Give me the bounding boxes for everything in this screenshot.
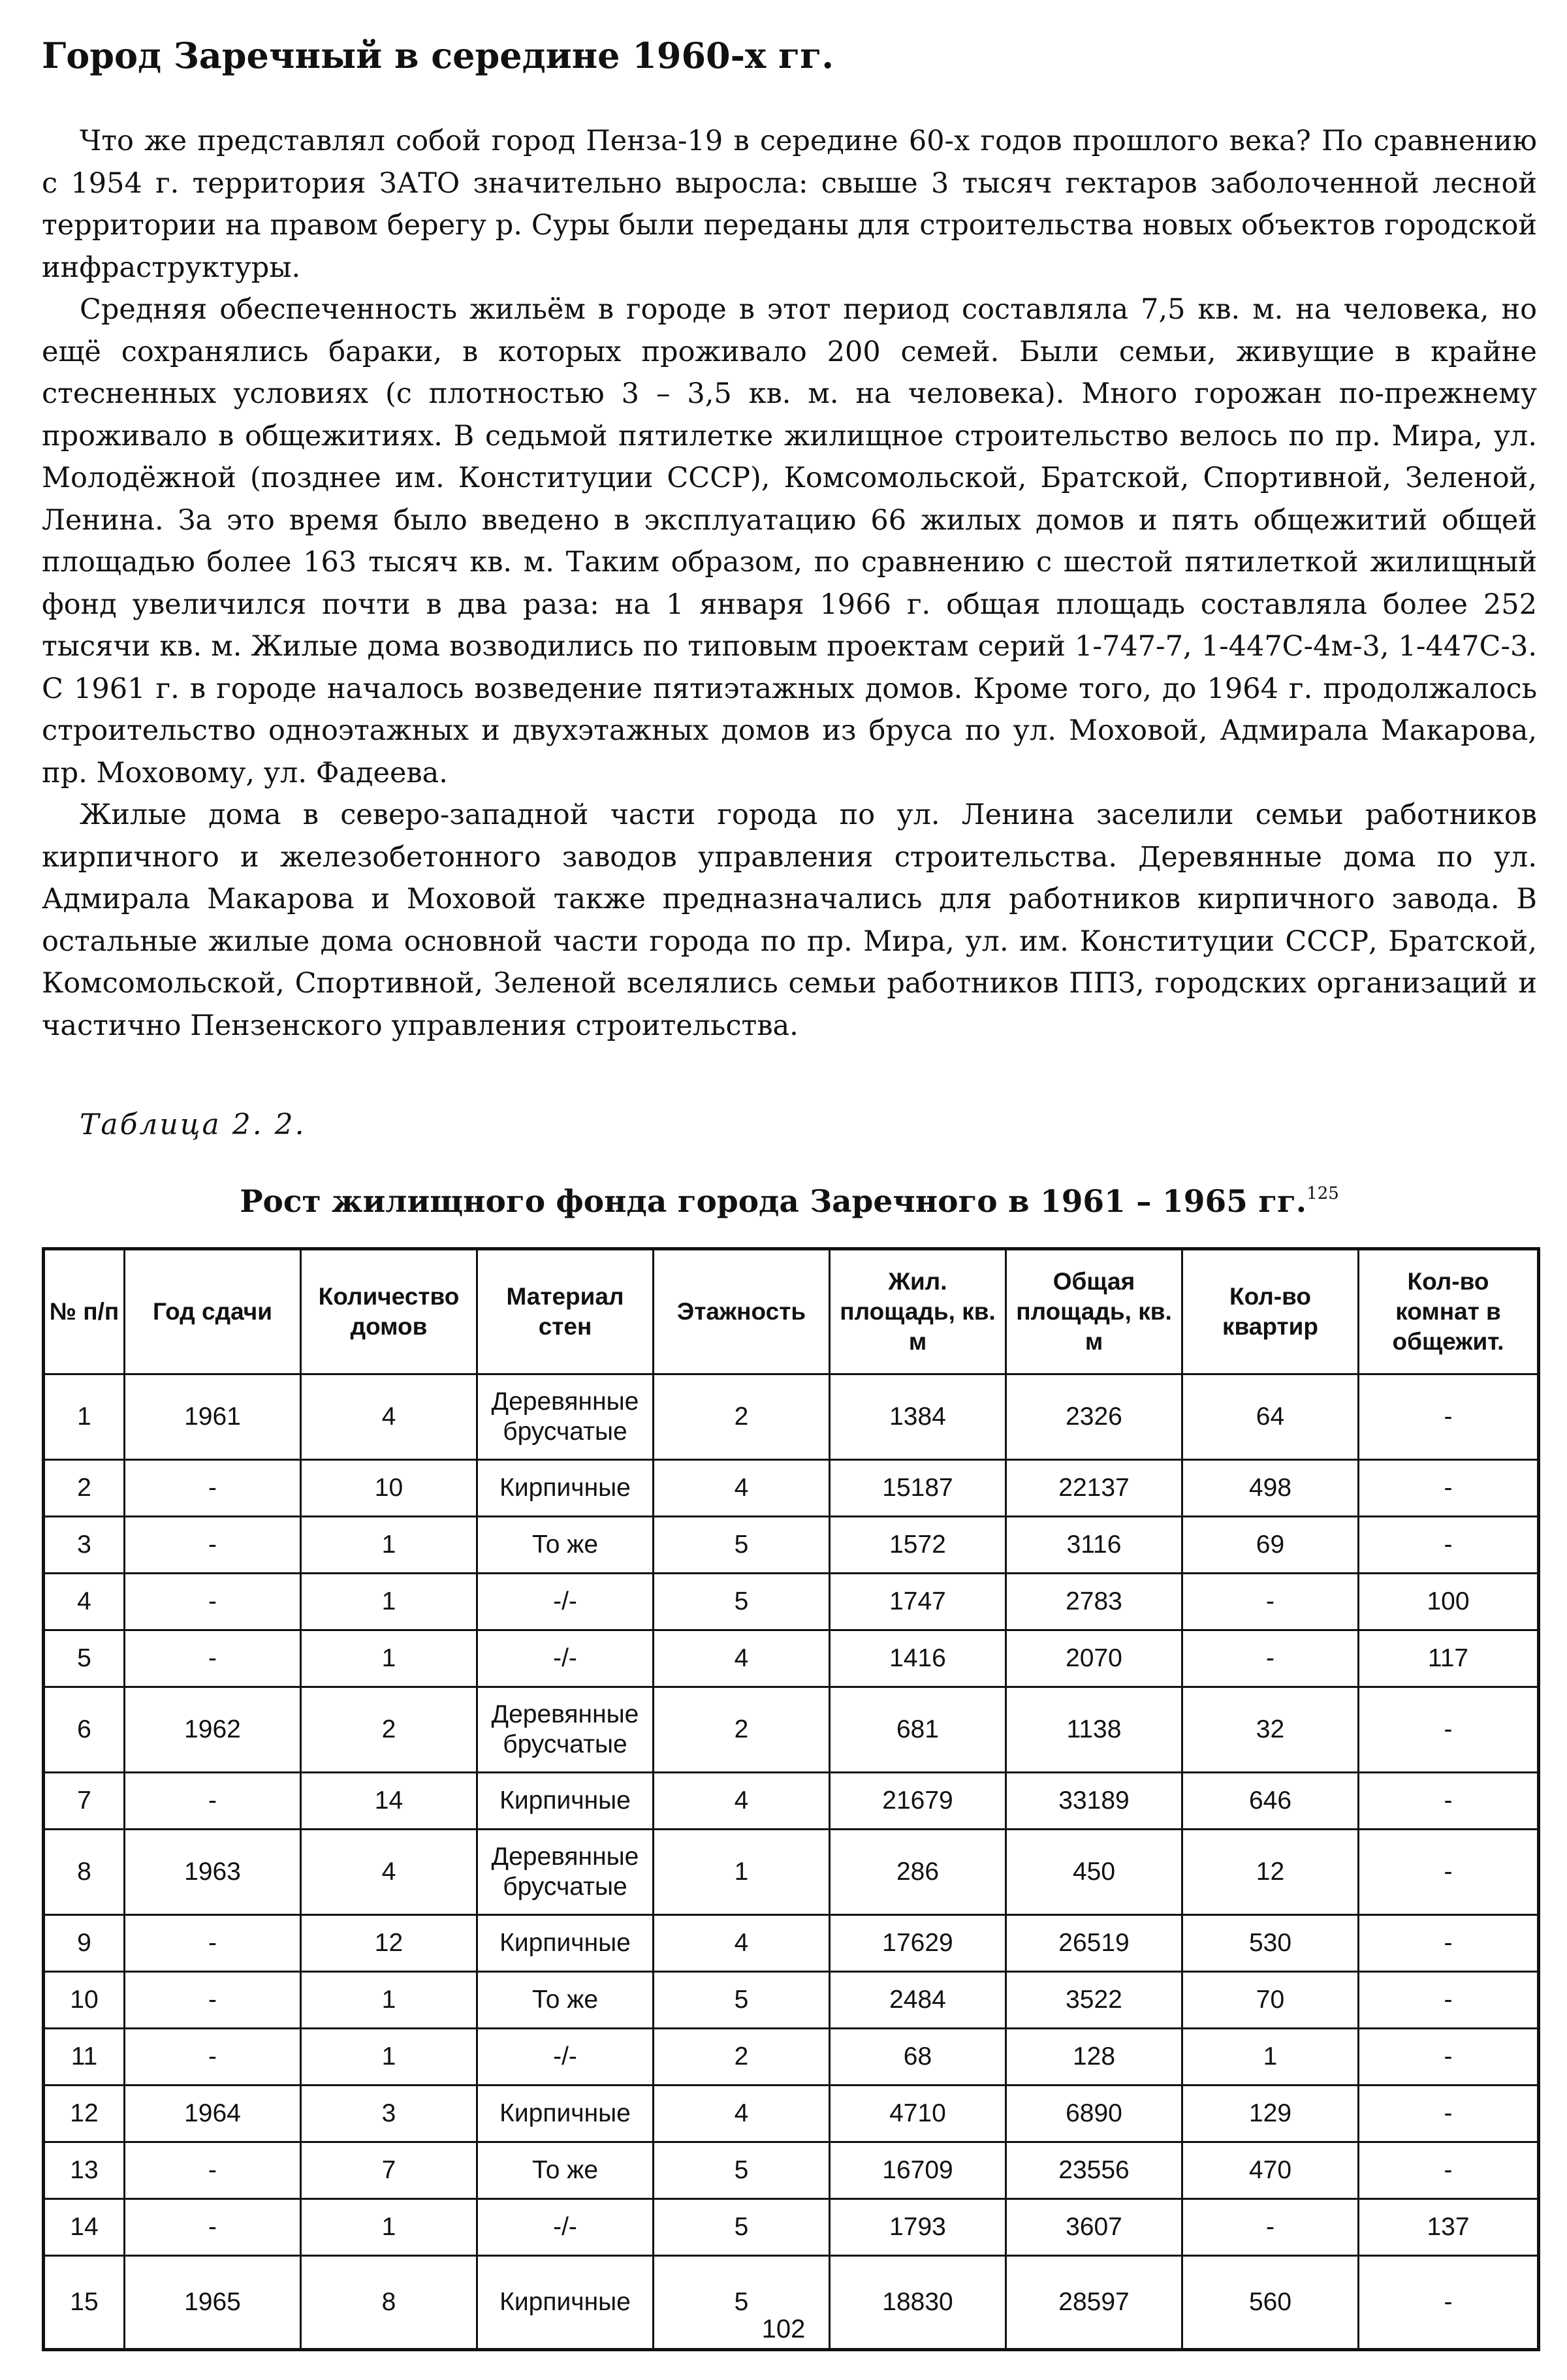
table-title — [42, 1173, 1537, 1222]
table-cell: 1 — [301, 2029, 477, 2086]
table-cell: 1963 — [125, 1830, 301, 1915]
table-cell: 33189 — [1006, 1773, 1182, 1830]
column-header: Этажность — [654, 1249, 830, 1374]
table-cell: То же — [477, 2142, 654, 2199]
table-cell: 117 — [1359, 1630, 1539, 1687]
table-header-row — [44, 1249, 1539, 1374]
table-cell: -/- — [477, 1574, 654, 1630]
table-cell: 560 — [1182, 2256, 1359, 2350]
table-cell: - — [1359, 1374, 1539, 1460]
table-row — [44, 2029, 1539, 2086]
footnote-marker: 125 — [1306, 1184, 1339, 1203]
paragraph: Средняя обеспеченность жильём в городе в этот период составляла 7,5 кв. м. на человека, но ещё сохранялись бараки, в которых проживало 200 семей. Были семьи, живущие в крайне стесненных условиях (с плотностью 3 – 3,5 кв. м. на человека). Много горожан по-прежнему проживало в общежитиях. В седьмой пятилетке жилищное строительство велось по пр. Мира, ул. Молодёжной (позднее им. Конституции СССР), Комсомольской, Братской, Спортивной, Зеленой, Ленина. За это время было введено в эксплуатацию 66 жилых домов и пять общежитий общей площадью более 163 тысяч кв. м. Таким образом, по сравнению с шестой пятилеткой жилищный фонд увеличился почти в два раза: на 1 января 1966 г. общая площадь составляла более 252 тысячи кв. м. Жилые дома возводились по типовым проектам серий 1-747-7, 1-447С-4м-3, 1-447С-3. С 1961 г. в городе началось возведение пятиэтажных домов. Кроме того, до 1964 г. продолжалось строительство одноэтажных и двухэтажных домов из бруса по ул. Моховой, Адмирала Макарова, пр. Моховому, ул. Фадеева. — [42, 293, 1537, 789]
table-cell: 5 — [654, 2199, 830, 2256]
table-cell: 68 — [830, 2029, 1006, 2086]
table-cell: - — [1359, 1972, 1539, 2029]
table-cell: 498 — [1182, 1460, 1359, 1517]
column-header: Общая площадь, кв. м — [1006, 1249, 1182, 1374]
table-cell: 4 — [654, 1915, 830, 1972]
table-cell: 1416 — [830, 1630, 1006, 1687]
table-cell: - — [1182, 1574, 1359, 1630]
table-cell: Кирпичные — [477, 1773, 654, 1830]
table-cell: - — [125, 1972, 301, 2029]
table-cell: 26519 — [1006, 1915, 1182, 1972]
table-cell: - — [1359, 1687, 1539, 1773]
table-cell: - — [1182, 1630, 1359, 1687]
table-cell: Кирпичные — [477, 2086, 654, 2142]
table-title-text: Рост жилищного фонда города Заречного в 1961 – 1965 гг. — [240, 1184, 1307, 1220]
page — [42, 34, 1537, 2316]
table-cell: 11 — [44, 2029, 125, 2086]
column-header: № п/п — [44, 1249, 125, 1374]
table-cell: 4 — [654, 2086, 830, 2142]
table-cell: - — [1359, 1773, 1539, 1830]
table-cell: - — [125, 1773, 301, 1830]
table-cell: 8 — [301, 2256, 477, 2350]
table-cell: - — [1359, 2142, 1539, 2199]
table-cell: 2 — [44, 1460, 125, 1517]
table-cell: 1 — [301, 1517, 477, 1574]
table-cell: - — [125, 1630, 301, 1687]
table-cell: 129 — [1182, 2086, 1359, 2142]
table-cell: 4 — [654, 1630, 830, 1687]
table-cell: Кирпичные — [477, 2256, 654, 2350]
table-cell: Кирпичные — [477, 1915, 654, 1972]
table-cell: 12 — [301, 1915, 477, 1972]
table-row — [44, 1630, 1539, 1687]
table-cell: - — [1359, 2086, 1539, 2142]
table-cell: 7 — [44, 1773, 125, 1830]
table-cell: - — [125, 1460, 301, 1517]
table-cell: 1 — [44, 1374, 125, 1460]
table-cell: 5 — [654, 2256, 830, 2350]
table-cell: 7 — [301, 2142, 477, 2199]
table-cell: -/- — [477, 2199, 654, 2256]
table-cell: 128 — [1006, 2029, 1182, 2086]
table-cell: 2 — [654, 2029, 830, 2086]
table-cell: 18830 — [830, 2256, 1006, 2350]
table-cell: 9 — [44, 1915, 125, 1972]
table-cell: - — [1182, 2199, 1359, 2256]
table-cell: 6 — [44, 1687, 125, 1773]
table-cell: 5 — [654, 1972, 830, 2029]
table-cell: 3 — [44, 1517, 125, 1574]
table-cell: 100 — [1359, 1574, 1539, 1630]
table-cell: - — [1359, 1460, 1539, 1517]
table-cell: 22137 — [1006, 1460, 1182, 1517]
column-header: Материал стен — [477, 1249, 654, 1374]
table-row — [44, 1574, 1539, 1630]
table-row — [44, 1972, 1539, 2029]
table-cell: 21679 — [830, 1773, 1006, 1830]
table-cell: 32 — [1182, 1687, 1359, 1773]
section-heading: Город Заречный в середине 1960-х гг. — [42, 35, 834, 76]
table-cell: 1138 — [1006, 1687, 1182, 1773]
table-cell: 1964 — [125, 2086, 301, 2142]
table-cell: 1 — [301, 1630, 477, 1687]
table-cell: 4 — [654, 1773, 830, 1830]
table-cell: 70 — [1182, 1972, 1359, 2029]
table-cell: 1747 — [830, 1574, 1006, 1630]
table-row — [44, 1374, 1539, 1460]
table-cell: 1965 — [125, 2256, 301, 2350]
table-cell: 10 — [301, 1460, 477, 1517]
column-header: Год сдачи — [125, 1249, 301, 1374]
table-cell: - — [125, 2029, 301, 2086]
table-cell: -/- — [477, 2029, 654, 2086]
table-row — [44, 1687, 1539, 1773]
table-caption: Таблица 2. 2. — [80, 1108, 306, 1141]
table-row — [44, 1915, 1539, 1972]
table-cell: 3522 — [1006, 1972, 1182, 2029]
table-row — [44, 1773, 1539, 1830]
table-cell: 6890 — [1006, 2086, 1182, 2142]
table-cell: 646 — [1182, 1773, 1359, 1830]
table-cell: - — [125, 1517, 301, 1574]
table-cell: 4 — [301, 1374, 477, 1460]
table-cell: 15187 — [830, 1460, 1006, 1517]
table-cell: - — [125, 2199, 301, 2256]
table-cell: 14 — [44, 2199, 125, 2256]
table-row — [44, 2086, 1539, 2142]
table-cell: 10 — [44, 1972, 125, 2029]
table-cell: 12 — [1182, 1830, 1359, 1915]
table-cell: 14 — [301, 1773, 477, 1830]
table-cell: Деревянные брусчатые — [477, 1830, 654, 1915]
table-cell: 286 — [830, 1830, 1006, 1915]
table-cell: - — [1359, 2256, 1539, 2350]
table-cell: - — [125, 2142, 301, 2199]
table-cell: Кирпичные — [477, 1460, 654, 1517]
table-cell: 4 — [654, 1460, 830, 1517]
table-cell: 8 — [44, 1830, 125, 1915]
table-cell: 5 — [654, 1517, 830, 1574]
table-cell: 5 — [44, 1630, 125, 1687]
table-cell: - — [1359, 1517, 1539, 1574]
table-cell: 681 — [830, 1687, 1006, 1773]
paragraph: Что же представлял собой город Пенза-19 в середине 60-х годов прошлого века? По сравнению с 1954 г. территория ЗАТО значительно выросла: свыше 3 тысяч гектаров заболоченной лесной территории на правом берегу р. Суры были переданы для строительства новых объектов городской инфраструктуры. — [42, 125, 1537, 284]
table-cell: 1 — [301, 2199, 477, 2256]
table-cell: То же — [477, 1972, 654, 2029]
table-row — [44, 1460, 1539, 1517]
table-cell: 16709 — [830, 2142, 1006, 2199]
table-cell: 4 — [301, 1830, 477, 1915]
table-cell: 530 — [1182, 1915, 1359, 1972]
table-cell: 2 — [654, 1687, 830, 1773]
table-cell: 69 — [1182, 1517, 1359, 1574]
table-cell: 2 — [301, 1687, 477, 1773]
table-cell: 3607 — [1006, 2199, 1182, 2256]
table-cell: 1962 — [125, 1687, 301, 1773]
table-cell: 4 — [44, 1574, 125, 1630]
body-text — [42, 120, 1537, 1047]
table-cell: 13 — [44, 2142, 125, 2199]
table-cell: Деревянные брусчатые — [477, 1687, 654, 1773]
housing-table — [42, 1247, 1540, 2351]
table-cell: 2070 — [1006, 1630, 1182, 1687]
table-cell: 1 — [301, 1574, 477, 1630]
table-cell: 28597 — [1006, 2256, 1182, 2350]
table-cell: 137 — [1359, 2199, 1539, 2256]
table-cell: То же — [477, 1517, 654, 1574]
column-header: Количество домов — [301, 1249, 477, 1374]
table-cell: 1572 — [830, 1517, 1006, 1574]
table-row — [44, 2199, 1539, 2256]
table-cell: 3 — [301, 2086, 477, 2142]
table-cell: - — [125, 1574, 301, 1630]
table-cell: 2783 — [1006, 1574, 1182, 1630]
table-cell: 2326 — [1006, 1374, 1182, 1460]
table-cell: 1961 — [125, 1374, 301, 1460]
table-cell: - — [1359, 1915, 1539, 1972]
table-cell: 3116 — [1006, 1517, 1182, 1574]
table-cell: 1384 — [830, 1374, 1006, 1460]
table-row — [44, 1517, 1539, 1574]
table-cell: 4710 — [830, 2086, 1006, 2142]
table-row — [44, 1830, 1539, 1915]
table-cell: 470 — [1182, 2142, 1359, 2199]
table-cell: 1 — [654, 1830, 830, 1915]
table-row — [44, 2142, 1539, 2199]
table-cell: 23556 — [1006, 2142, 1182, 2199]
table-cell: - — [125, 1915, 301, 1972]
table-cell: 450 — [1006, 1830, 1182, 1915]
table-cell: - — [1359, 1830, 1539, 1915]
table-cell: -/- — [477, 1630, 654, 1687]
table-cell: Деревянные брусчатые — [477, 1374, 654, 1460]
page-number: 102 — [761, 2315, 806, 2343]
table-body — [44, 1374, 1539, 2350]
table-cell: 17629 — [830, 1915, 1006, 1972]
table-cell: 5 — [654, 2142, 830, 2199]
table-cell: 2 — [654, 1374, 830, 1460]
column-header: Кол-во квартир — [1182, 1249, 1359, 1374]
table-cell: 1 — [1182, 2029, 1359, 2086]
table-cell: 15 — [44, 2256, 125, 2350]
column-header: Кол-во комнат в общежит. — [1359, 1249, 1539, 1374]
table-cell: 2484 — [830, 1972, 1006, 2029]
table-cell: 5 — [654, 1574, 830, 1630]
table-cell: 64 — [1182, 1374, 1359, 1460]
table-cell: - — [1359, 2029, 1539, 2086]
table-cell: 12 — [44, 2086, 125, 2142]
paragraph: Жилые дома в северо-западной части города по ул. Ленина заселили семьи работников кирпичного и железобетонного заводов управления строительства. Деревянные дома по ул. Адмирала Макарова и Моховой также предназначались для работников кирпичного завода. В остальные жилые дома основной части города по пр. Мира, ул. им. Конституции СССР, Братской, Комсомольской, Спортивной, Зеленой вселялись семьи работников ППЗ, городских организаций и частично Пензенского управления строительства. — [42, 799, 1537, 1042]
column-header: Жил. площадь, кв. м — [830, 1249, 1006, 1374]
table-cell: 1 — [301, 1972, 477, 2029]
table-cell: 1793 — [830, 2199, 1006, 2256]
